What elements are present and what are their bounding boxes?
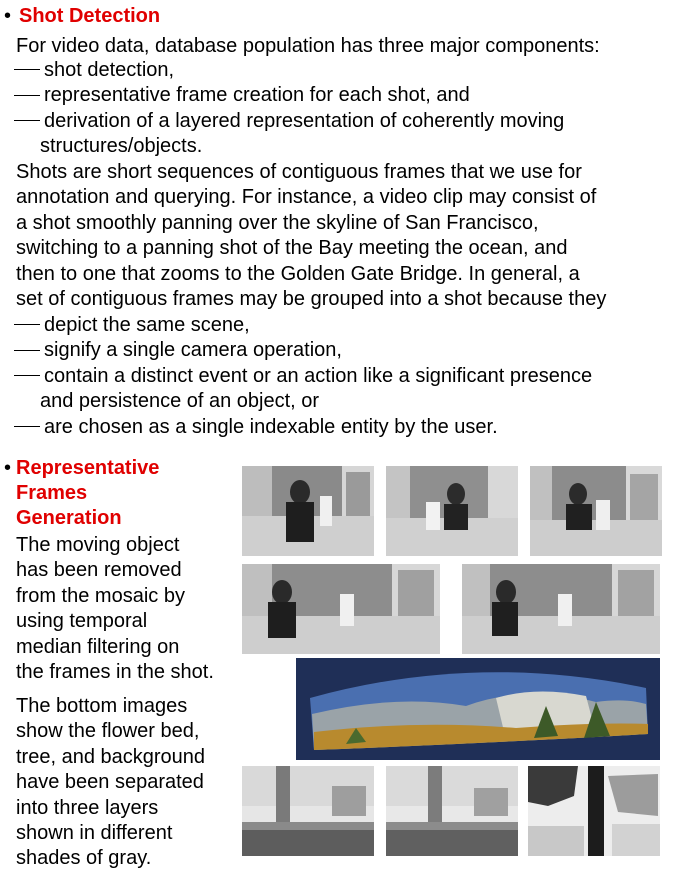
section-heading-shot-detection: Shot Detection xyxy=(19,5,161,27)
list-item: are chosen as a single indexable entity by the user. xyxy=(14,415,592,440)
dash-icon xyxy=(14,95,40,96)
intro-text: For video data, database population has three major components: xyxy=(16,35,600,57)
mosaic-paragraph: The moving object has been removed from the mosaic by using temporal median filtering on the frames in the shot. xyxy=(16,534,214,684)
mosaic-panorama xyxy=(296,658,660,760)
video-frame-1 xyxy=(242,466,374,556)
dash-icon xyxy=(14,120,40,121)
list-item: depict the same scene, xyxy=(14,313,592,338)
video-frame-5 xyxy=(462,564,660,654)
layer-image-tree xyxy=(386,766,518,856)
bullet-2: • xyxy=(4,457,12,479)
section-heading-representative-frames: Representative Frames Generation xyxy=(16,457,160,529)
list-item: contain a distinct event or an action like a significant presence xyxy=(14,364,592,389)
dash-icon xyxy=(14,375,40,376)
video-frame-2 xyxy=(386,466,518,556)
layers-paragraph: The bottom images show the flower bed, tree, and background have been separated into three layers shown in different shades of gray. xyxy=(16,695,206,870)
bullet-1: • xyxy=(4,5,12,27)
list-item-continued: structures/objects. xyxy=(40,135,203,158)
dash-icon xyxy=(14,324,40,325)
list-item: shot detection, xyxy=(14,58,564,83)
layer-image-flowerbed xyxy=(242,766,374,856)
dash-icon xyxy=(14,350,40,351)
video-frame-3 xyxy=(530,466,662,556)
video-frame-4 xyxy=(242,564,440,654)
list-item-continued: and persistence of an object, or xyxy=(40,390,320,413)
dash-icon xyxy=(14,426,40,427)
criteria-list xyxy=(14,313,592,440)
components-list xyxy=(14,58,564,160)
list-item: signify a single camera operation, xyxy=(14,338,592,363)
layer-image-background xyxy=(528,766,660,856)
shots-paragraph: Shots are short sequences of contiguous frames that we use for annotation and querying. For instance, a video clip may consist of a shot smoothly panning over the skyline of San Francisco, switching to a panning shot of the Bay meeting the ocean, and then to one that zooms to the Golden Gate Bridge. In general, a set of contiguous frames may be grouped into a shot because they xyxy=(16,161,607,311)
dash-icon xyxy=(14,69,40,70)
list-item: representative frame creation for each shot, and xyxy=(14,83,564,108)
list-item: derivation of a layered representation of coherently moving xyxy=(14,109,564,134)
